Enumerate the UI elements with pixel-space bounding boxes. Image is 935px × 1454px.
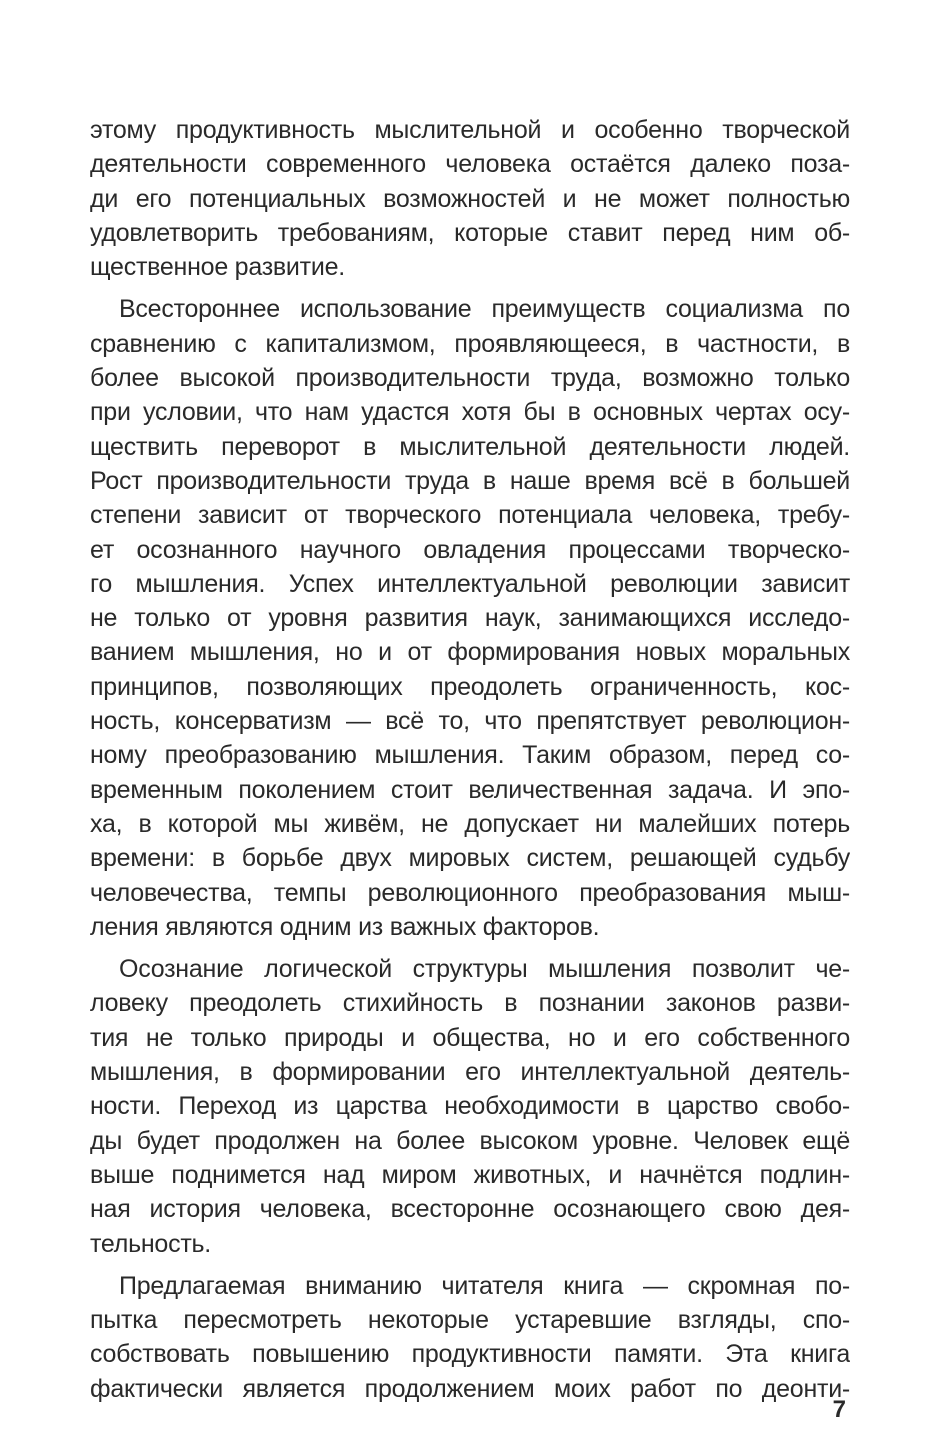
paragraph-gap — [90, 284, 850, 292]
text-line: ности. Переход из царства необходимости в царство свобо- — [90, 1092, 850, 1121]
text-line: времени: в борьбе двух мировых систем, решающей судьбу — [90, 844, 850, 873]
text-line: щественное развитие. — [90, 253, 345, 282]
text-line: ному преобразованию мышления. Таким образом, перед со- — [90, 741, 850, 770]
text-line: не только от уровня развития наук, занимающихся исследо- — [90, 604, 850, 633]
paragraph-gap — [90, 944, 850, 952]
text-line: собствовать повышению продуктивности памяти. Эта книга — [90, 1340, 850, 1369]
paragraph-3 — [90, 952, 850, 1261]
text-line: ществить переворот в мыслительной деятельности людей. — [90, 432, 850, 461]
text-line: ванием мышления, но и от формирования новых моральных — [90, 638, 850, 667]
text-line: ды будет продолжен на более высоком уровне. Человек ещё — [90, 1126, 850, 1155]
page-number: 7 — [832, 1396, 846, 1423]
text-line: человечества, темпы революционного преобразования мыш- — [90, 878, 850, 907]
text-line: ди его потенциальных возможностей и не может полностью — [90, 184, 850, 213]
text-line: тельность. — [90, 1229, 211, 1258]
paragraph-2 — [90, 292, 850, 944]
text-line: Предлагаемая вниманию читателя книга — скромная по- — [119, 1271, 850, 1300]
text-line: ная история человека, всесторонне осознающего свою дея- — [90, 1195, 850, 1224]
text-line: фактически является продолжением моих работ по деонти- — [90, 1374, 850, 1403]
text-line: временным поколением стоит величественная задача. И эпо- — [90, 775, 850, 804]
text-line: Всестороннее использование преимуществ социализма по — [119, 295, 850, 324]
paragraph-1 — [90, 113, 850, 284]
text-line: ления являются одним из важных факторов. — [90, 912, 600, 941]
text-line: более высокой производительности труда, возможно только — [90, 364, 850, 393]
text-line: ность, консерватизм — всё то, что препятствует революцион- — [90, 707, 850, 736]
paragraph-4 — [90, 1269, 850, 1406]
text-line: принципов, позволяющих преодолеть ограниченность, кос- — [90, 672, 850, 701]
text-line: сравнению с капитализмом, проявляющееся, в частности, в — [90, 329, 850, 358]
text-line: ет осознанного научного овладения процессами творческо- — [90, 535, 850, 564]
text-line: тия не только природы и общества, но и его собственного — [90, 1023, 850, 1052]
text-line: деятельности современного человека остаётся далеко поза- — [90, 150, 850, 179]
text-line: Осознание логической структуры мышления позволит че- — [119, 955, 850, 984]
text-line: выше поднимется над миром животных, и начнётся подлин- — [90, 1160, 850, 1189]
text-line: ловеку преодолеть стихийность в познании законов разви- — [90, 989, 850, 1018]
text-line: степени зависит от творческого потенциала человека, требу- — [90, 501, 850, 530]
text-line: при условии, что нам удастся хотя бы в основных чертах осу- — [90, 398, 850, 427]
text-line: удовлетворить требованиям, которые ставит перед ним об- — [90, 218, 850, 247]
text-line: этому продуктивность мыслительной и особенно творческой — [90, 116, 850, 144]
text-line: мышления, в формировании его интеллектуальной деятель- — [90, 1058, 850, 1087]
text-line: го мышления. Успех интеллектуальной революции зависит — [90, 569, 850, 598]
text-line: Рост производительности труда в наше время всё в большей — [90, 466, 850, 495]
body-text — [90, 113, 850, 1406]
text-line: ха, в которой мы живём, не допускает ни малейших потерь — [90, 809, 850, 838]
text-line: пытка пересмотреть некоторые устаревшие взгляды, спо- — [90, 1306, 850, 1335]
paragraph-gap — [90, 1261, 850, 1269]
